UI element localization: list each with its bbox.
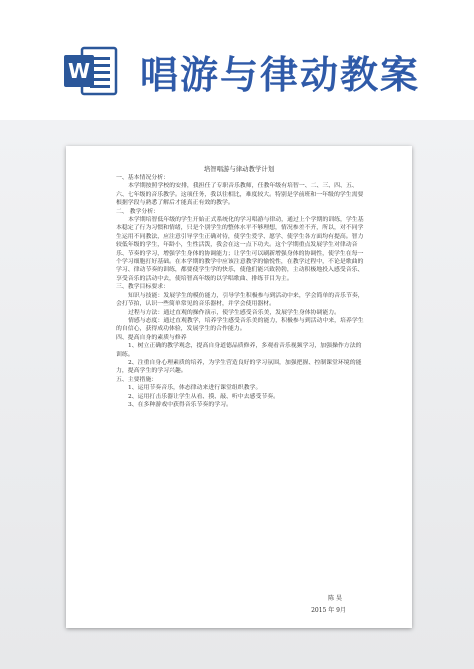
document-paragraph: 2、运用打击乐器让学生从看、摸、敲、听中去感受节奏。 — [128, 393, 280, 400]
document-title: 培智唱游与律动教学计划 — [203, 165, 275, 173]
document-paragraph: 情感与态度：通过直观教学，培养学生感受音乐美的能力，积极参与到活动中来，培养学生的自信心，获得成功体验，发展学生的合作能力。 — [116, 317, 364, 333]
document-page[interactable] — [66, 146, 412, 628]
document-paragraph: 过程与方法：通过直观的操作演示，使学生感受音乐美，发展学生身体协调能力。 — [128, 309, 341, 316]
document-paragraph: 知识与技能：发展学生的模仿能力，引导学生积极参与到活动中来，学会简单的音乐节奏，会打节拍，认识一些简单常见的音乐器材，并学会使用器材。 — [116, 292, 364, 308]
header-banner — [0, 0, 474, 120]
document-paragraph: 本学期培智低年级的学生开始正式系统化的学习唱游与律动，通过上个学期的训练，学生基本稳定了行为习惯和情绪，只是个别学生的整体水平不够理想，情况参差不齐，所以，对不同学生运用不同教法，应注意引导学生正确对待，使学生爱学、愿学、使学生各方面均有提高。智力较低年级的学生，年龄小，生性活泼，我会在这一点下功夫。这个学期重点发展学生对律动音乐、节奏的学习，增强学生身体的协调能力；让学生可以刷新增强身体的协调性，使学生在每一个学习细胞打好基础。在本学期的教学中应该注意教学的愉悦性，在教学过程中，不论是歌曲的学习、律动节奏的训练，都要使学生学的快乐，使他们能兴致勃勃，主动积极地投入感受音乐、享受音乐的活动中去，使培智高年级的以学唱歌曲、排练节目为主。 — [116, 217, 364, 282]
document-body — [116, 174, 366, 409]
document-paragraph: 四、提高自身的素质与修养 — [116, 334, 187, 341]
document-paragraph: 1、树立正确的教学观念，提高自身道德品质修养，多观看音乐视频学习，加强操作方法的训练。 — [116, 343, 362, 358]
document-paragraph: 三、教学目标要求： — [116, 284, 170, 291]
document-paragraph: 二、 教学分析： — [116, 208, 160, 215]
document-paragraph: 本学期按照学校的安排，我担任了专职音乐教师，任教年级有培智一、二、三、四、五、六、七年级的音乐教学。这项任务，我以往相比，难度较大。特别是学前班和一年级的学生需要根据学段与熟悉了解后才能真正有效的教学。 — [116, 183, 364, 207]
document-paragraph: 3、在多种游戏中获得音乐节奏的学习。 — [128, 401, 232, 408]
document-paragraph: 五、主要措施： — [116, 376, 158, 383]
document-date: 2015 年 9月 — [311, 607, 346, 614]
document-paragraph: 2、注重自身心理素质的培养，为学生营造良好的学习氛围，加强把握、控制课堂环境的能力，提高学生的学习兴趣。 — [116, 359, 362, 375]
signature: 陈 昊 — [328, 595, 342, 602]
word-document-icon — [62, 42, 120, 100]
document-paragraph: 一、基本情况分析： — [116, 175, 170, 181]
word-icon-letter: W — [67, 59, 91, 83]
page-title: 唱游与律动教案 — [140, 53, 421, 97]
document-paragraph: 1、运用节奏音乐，体态律动来进行课堂组织教学。 — [128, 385, 262, 392]
